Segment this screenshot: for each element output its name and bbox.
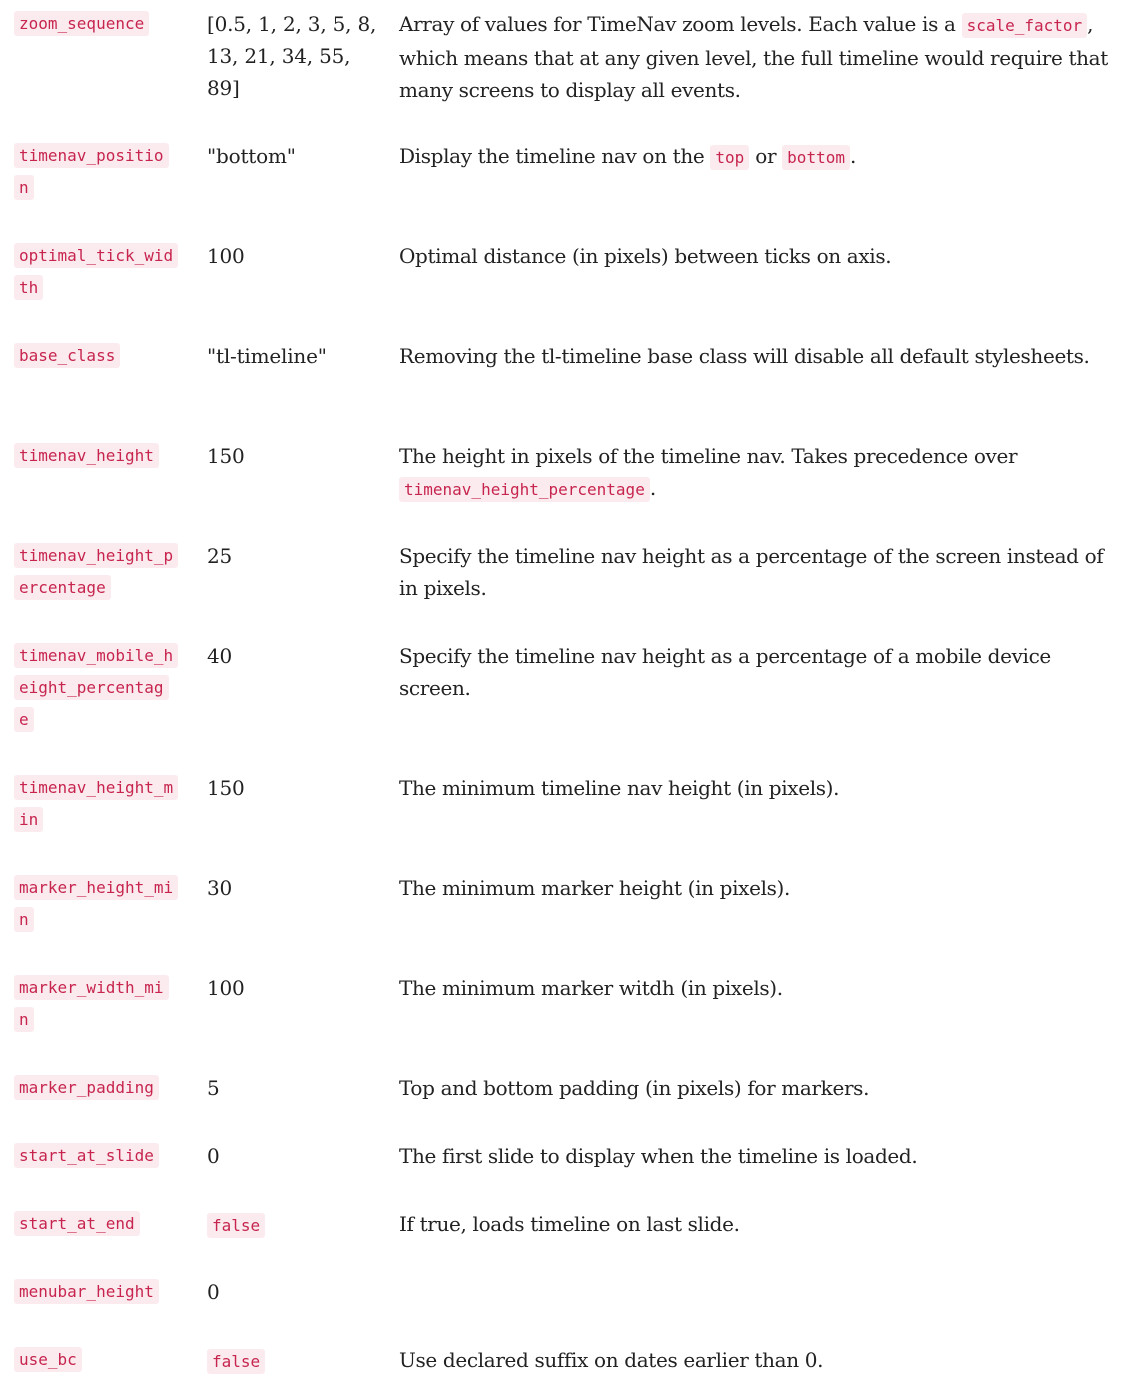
option-name-cell (14, 1140, 176, 1172)
description-text: Array of values for TimeNav zoom levels. Each value is a (399, 12, 962, 36)
option-default-cell (207, 340, 377, 372)
description-text: The minimum timeline nav height (in pixels). (399, 776, 840, 800)
option-name: timenav_position (14, 143, 169, 200)
inline-code: top (710, 145, 749, 170)
option-name-cell (14, 140, 176, 204)
description-text: The minimum marker witdh (in pixels). (399, 976, 783, 1000)
description-text: Optimal distance (in pixels) between ticks on axis. (399, 244, 892, 268)
option-name-cell (14, 240, 176, 304)
option-default-cell (207, 1208, 377, 1242)
option-name: marker_height_min (14, 875, 178, 932)
option-name: timenav_height (14, 443, 159, 468)
description-text: Display the timeline nav on the (399, 144, 711, 168)
option-default-value: 25 (207, 544, 233, 568)
option-name: marker_padding (14, 1075, 159, 1100)
option-name-cell (14, 8, 176, 40)
option-default-value: 0 (207, 1144, 220, 1168)
option-name: marker_width_min (14, 975, 169, 1032)
option-default-value: 100 (207, 976, 245, 1000)
option-name-cell (14, 1072, 176, 1104)
option-name: start_at_end (14, 1211, 140, 1236)
option-description (399, 1344, 1123, 1376)
option-name-cell (14, 872, 176, 936)
option-default-cell (207, 640, 377, 672)
option-description (399, 140, 1123, 174)
option-default-value: false (207, 1349, 265, 1374)
option-name: base_class (14, 343, 120, 368)
description-text: , which means that at any given level, the full timeline would require that many screens to display all events. (399, 12, 1108, 102)
option-name: start_at_slide (14, 1143, 159, 1168)
option-default-cell (207, 8, 377, 104)
option-default-cell (207, 772, 377, 804)
description-text: Use declared suffix on dates earlier than 0. (399, 1348, 824, 1372)
option-name: use_bc (14, 1347, 82, 1372)
option-name: timenav_height_min (14, 775, 178, 832)
option-name-cell (14, 1344, 176, 1376)
option-name: zoom_sequence (14, 11, 149, 36)
option-description (399, 1140, 1123, 1172)
option-default-cell (207, 140, 377, 172)
option-default-cell (207, 440, 377, 472)
option-name: optimal_tick_width (14, 243, 178, 300)
description-text: Removing the tl-timeline base class will disable all default stylesheets. (399, 344, 1090, 368)
inline-code: scale_factor (962, 13, 1088, 38)
option-default-value: 150 (207, 776, 245, 800)
option-default-value: "tl-timeline" (207, 344, 327, 368)
option-name-cell (14, 340, 176, 372)
description-text: Top and bottom padding (in pixels) for markers. (399, 1076, 870, 1100)
option-default-value: 5 (207, 1076, 220, 1100)
description-text: The height in pixels of the timeline nav. Takes precedence over (399, 444, 1018, 468)
option-default-cell (207, 1072, 377, 1104)
option-description (399, 240, 1123, 272)
option-name: timenav_height_percentage (14, 543, 178, 600)
option-default-value: 0 (207, 1280, 220, 1304)
description-text: . (849, 144, 856, 168)
option-default-cell (207, 1276, 377, 1308)
description-text: or (749, 144, 783, 168)
description-text: If true, loads timeline on last slide. (399, 1212, 740, 1236)
option-default-value: [0.5, 1, 2, 3, 5, 8, 13, 21, 34, 55, 89] (207, 12, 377, 100)
option-default-cell (207, 540, 377, 572)
option-default-cell (207, 972, 377, 1004)
option-description (399, 8, 1123, 106)
inline-code: bottom (782, 145, 850, 170)
option-description (399, 1208, 1123, 1240)
option-default-value: 40 (207, 644, 233, 668)
option-default-cell (207, 872, 377, 904)
option-description (399, 540, 1123, 604)
option-default-value: 30 (207, 876, 233, 900)
option-name-cell (14, 1208, 176, 1240)
option-default-cell (207, 1344, 377, 1378)
option-description (399, 340, 1123, 372)
option-description (399, 972, 1123, 1004)
option-name: timenav_mobile_height_percentage (14, 643, 178, 732)
option-name-cell (14, 772, 176, 836)
description-text: The minimum marker height (in pixels). (399, 876, 791, 900)
option-default-cell (207, 1140, 377, 1172)
option-name-cell (14, 640, 176, 736)
option-name-cell (14, 972, 176, 1036)
option-name-cell (14, 1276, 176, 1308)
description-text: . (649, 476, 656, 500)
description-text: Specify the timeline nav height as a percentage of the screen instead of in pixels. (399, 544, 1104, 600)
option-default-value: "bottom" (207, 144, 296, 168)
description-text: The first slide to display when the timeline is loaded. (399, 1144, 918, 1168)
option-default-value: 100 (207, 244, 245, 268)
option-default-value: 150 (207, 444, 245, 468)
option-name-cell (14, 540, 176, 604)
option-description (399, 872, 1123, 904)
option-name: menubar_height (14, 1279, 159, 1304)
option-default-value: false (207, 1213, 265, 1238)
option-description (399, 1072, 1123, 1104)
option-description (399, 640, 1123, 704)
option-default-cell (207, 240, 377, 272)
option-description (399, 772, 1123, 804)
description-text: Specify the timeline nav height as a percentage of a mobile device screen. (399, 644, 1051, 700)
option-name-cell (14, 440, 176, 472)
inline-code: timenav_height_percentage (399, 477, 650, 502)
option-description (399, 440, 1123, 506)
